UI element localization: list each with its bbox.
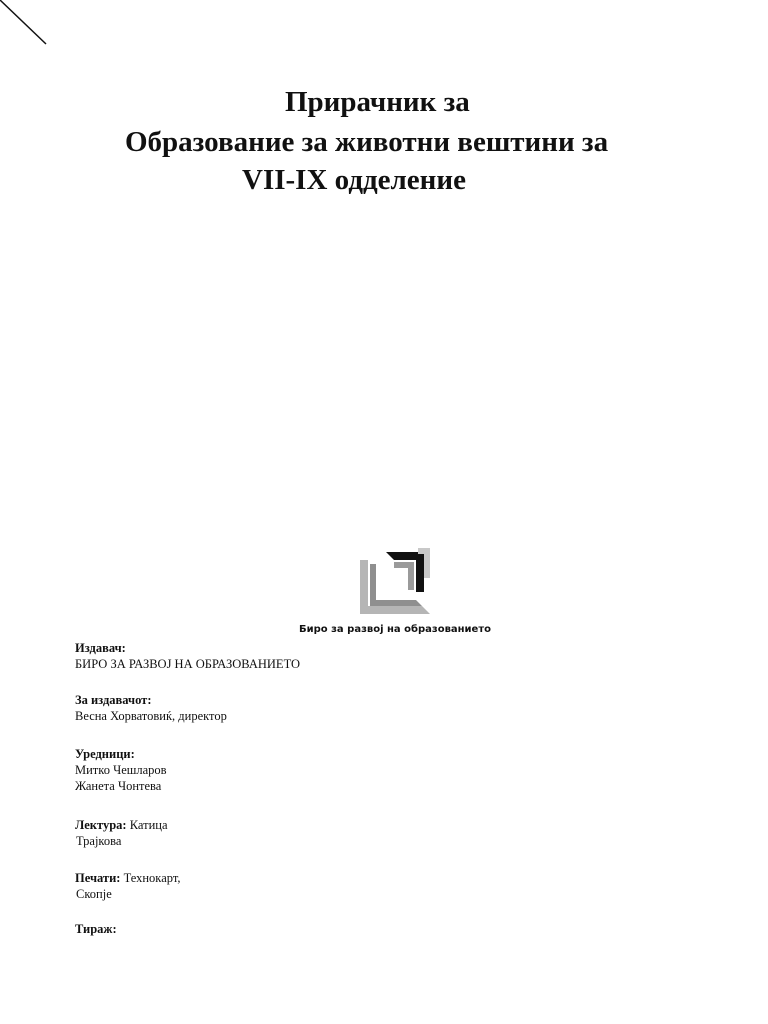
printed-value-cont: Скопје [76, 887, 112, 901]
printed-block [75, 870, 475, 902]
proofreading-block [75, 817, 475, 849]
logo-dark-shape [386, 552, 424, 592]
printed-value: Технокарт, [123, 871, 181, 885]
title-line-2: Образование за животни вештини за [125, 126, 609, 158]
proofreading-value: Катица [129, 818, 168, 832]
printed-label: Печати: [75, 871, 121, 885]
proofreading-label: Лектура: [75, 818, 127, 832]
editors-label: Уредници: [75, 747, 135, 761]
logo-middle-gray-shape [370, 564, 422, 606]
print-run-block [75, 921, 475, 937]
corner-diagonal-line [0, 0, 50, 50]
for-publisher-value: Весна Хорватовиќ, директор [75, 709, 227, 723]
proofreading-value-cont: Трајкова [76, 834, 122, 848]
publisher-block [75, 640, 475, 672]
for-publisher-block [75, 692, 475, 724]
title-line-3: VII-IX одделение [242, 164, 466, 196]
logo-inner-gray-shape [394, 562, 414, 590]
title-line-1: Прирачник за [285, 86, 470, 118]
bureau-logo [358, 548, 434, 616]
editor-name: Жанета Чонтева [75, 779, 162, 793]
publisher-label: Издавач: [75, 641, 126, 655]
for-publisher-label: За издавачот: [75, 693, 152, 707]
editor-name: Митко Чешларов [75, 763, 167, 777]
editors-block [75, 746, 475, 794]
print-run-label: Тираж: [75, 922, 117, 936]
publisher-value: БИРО ЗА РАЗВОЈ НА ОБРАЗОВАНИЕТО [75, 657, 301, 671]
logo-caption: Биро за развој на образованието [298, 624, 492, 635]
